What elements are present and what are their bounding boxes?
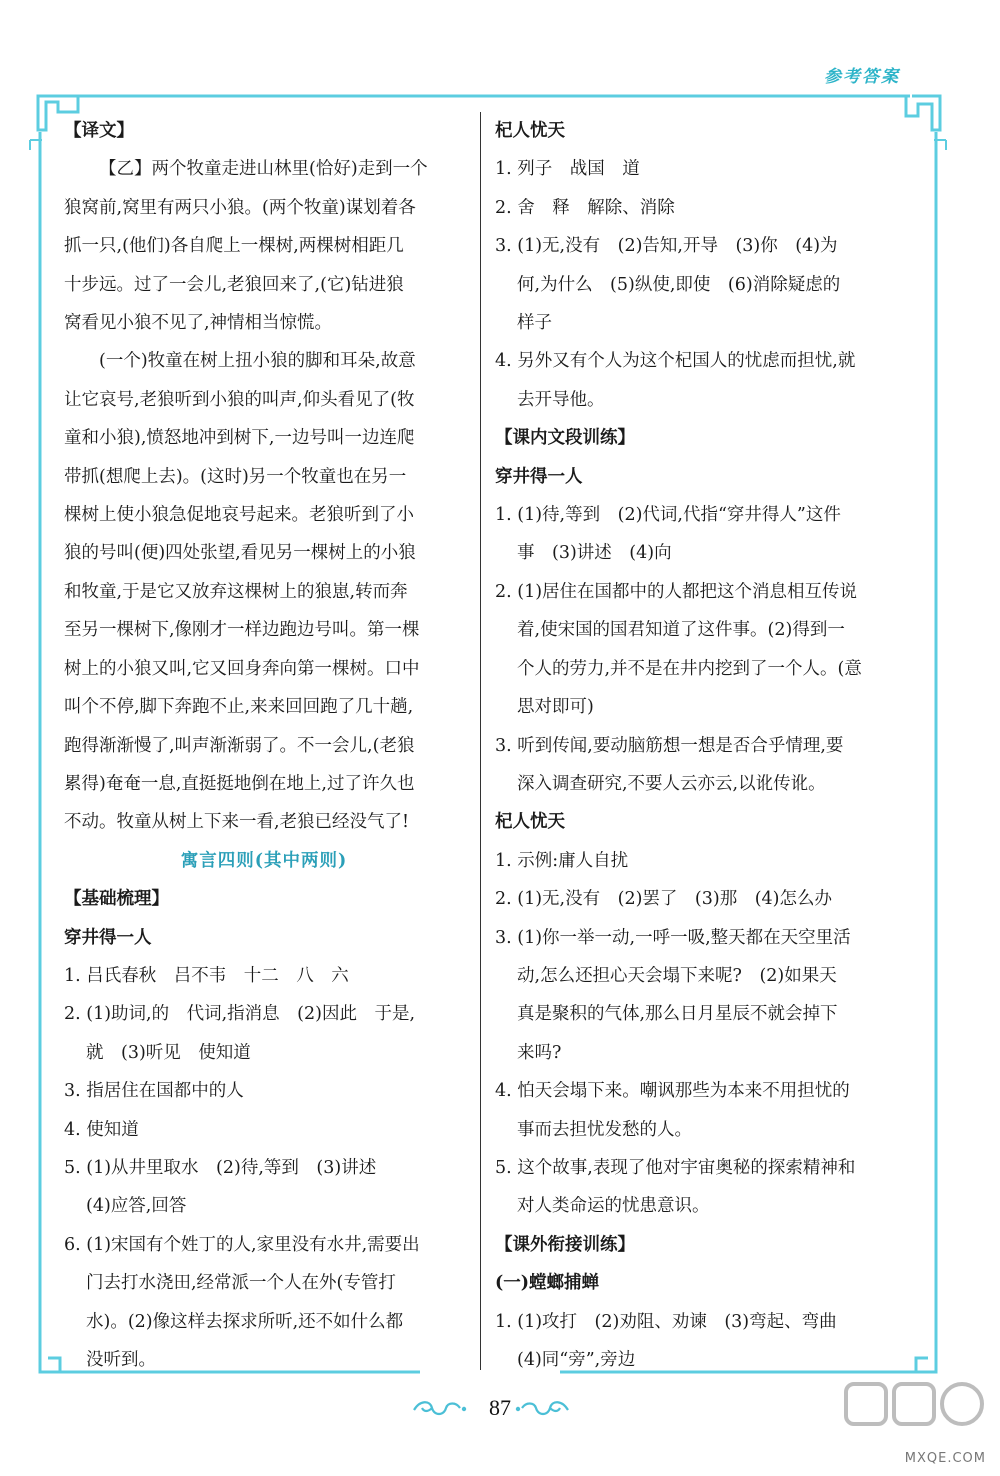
right-column-line: 杞人忧天 — [495, 812, 565, 833]
right-column-line: 4. 另外又有个人为这个杞国人的忧虑而担忧,就 — [495, 351, 856, 372]
left-column-line: 【乙】两个牧童走进山林里(恰好)走到一个 — [99, 159, 428, 180]
left-column-line: 3. 指居住在国都中的人 — [64, 1081, 244, 1102]
left-column-line: 童和小狼),愤怒地冲到树下,一边号叫一边连爬 — [64, 428, 415, 449]
left-column-line: 带抓(想爬上去)。(这时)另一个牧童也在另一 — [64, 466, 407, 487]
right-column-line: 杞人忧天 — [495, 121, 565, 141]
left-column-line: 门去打水浇田,经常派一个人在外(专管打 — [86, 1273, 396, 1294]
left-column-line: 十步远。过了一会儿,老狼回来了,(它)钻进狼 — [64, 274, 404, 295]
right-column-line: 1. (1)攻打 (2)劝阻、劝谏 (3)弯起、弯曲 — [495, 1311, 837, 1332]
left-column-line: 【基础梳理】 — [64, 889, 169, 910]
right-column-line: 2. (1)居住在国都中的人都把这个消息相互传说 — [495, 581, 858, 602]
right-column-line: 去开导他。 — [517, 389, 605, 410]
left-column-line: 累得)奄奄一息,直挺挺地倒在地上,过了许久也 — [64, 773, 415, 794]
right-column-line: 3. (1)你一举一动,一呼一吸,整天都在天空里活 — [495, 927, 851, 948]
right-column-line: 2. 舍 释 解除、消除 — [495, 197, 675, 218]
right-column-line: 5. 这个故事,表现了他对宇宙奥秘的探索精神和 — [495, 1157, 856, 1178]
footer-right-swirl-icon — [512, 1398, 572, 1420]
left-column-line: 【译文】 — [64, 121, 134, 141]
left-column-line: 不动。牧童从树上下来一看,老狼已经没气了! — [64, 812, 410, 833]
left-column-line: 跑得渐渐慢了,叫声渐渐弱了。不一会儿,(老狼 — [64, 735, 415, 756]
right-column-line: (一)螳螂捕蝉 — [495, 1273, 600, 1294]
right-column-line: 真是聚积的气体,那么日月星辰不就会掉下 — [517, 1004, 838, 1025]
right-column-line: 事而去担忧发愁的人。 — [517, 1119, 692, 1140]
left-column-line: 水)。(2)像这样去探求所听,还不如什么都 — [86, 1311, 404, 1332]
right-column-line: 来吗? — [517, 1042, 562, 1063]
left-column-line: 让它哀号,老狼听到小狼的叫声,仰头看见了(牧 — [64, 389, 415, 410]
right-column-line: 何,为什么 (5)纵使,即使 (6)消除疑虑的 — [517, 274, 841, 295]
right-column-line: 动,怎么还担心天会塌下来呢? (2)如果天 — [517, 965, 837, 986]
left-column-line: (一个)牧童在树上扭小狼的脚和耳朵,故意 — [99, 351, 416, 372]
left-column — [64, 112, 464, 1379]
left-column-line: 狼的号叫(便)四处张望,看见另一棵树上的小狼 — [64, 543, 416, 564]
right-column-line: 对人类命运的忧患意识。 — [517, 1196, 710, 1217]
right-column — [495, 112, 895, 1379]
right-column-line: 3. 听到传闻,要动脑筋想一想是否合乎情理,要 — [495, 735, 844, 756]
left-column-line: 5. (1)从井里取水 (2)待,等到 (3)讲述 — [64, 1157, 377, 1178]
watermark-url: MXQE.COM — [904, 1451, 986, 1466]
left-column-line: 1. 吕氏春秋 吕不韦 十二 八 六 — [64, 965, 349, 986]
left-column-line: 没听到。 — [86, 1350, 156, 1370]
right-column-line: (4)同“旁”,旁边 — [517, 1350, 636, 1370]
left-column-line: 窝看见小狼不见了,神情相当惊慌。 — [64, 313, 333, 334]
right-column-line: 1. 示例:庸人自扰 — [495, 850, 629, 871]
right-column-line: 事 (3)讲述 (4)向 — [517, 543, 672, 564]
left-column-line: 叫个不停,脚下奔跑不止,来来回回跑了几十趟, — [64, 697, 414, 718]
right-column-line: 4. 怕天会塌下来。嘲讽那些为本来不用担忧的 — [495, 1081, 850, 1102]
left-column-line: 棵树上使小狼急促地哀号起来。老狼听到了小 — [64, 505, 414, 526]
column-divider — [480, 112, 481, 1370]
right-column-line: 2. (1)无,没有 (2)罢了 (3)那 (4)怎么办 — [495, 889, 832, 910]
left-column-line: 4. 使知道 — [64, 1119, 139, 1140]
left-column-line: 2. (1)助词,的 代词,指消息 (2)因此 于是, — [64, 1004, 416, 1025]
right-column-line: 【课外衔接训练】 — [495, 1234, 635, 1255]
left-column-line: 和牧童,于是它又放弃这棵树上的狼崽,转而奔 — [64, 581, 408, 602]
left-column-line: 树上的小狼又叫,它又回身奔向第一棵树。口中 — [64, 658, 420, 679]
left-column-line: 至另一棵树下,像刚才一样边跑边号叫。第一棵 — [64, 620, 420, 641]
left-column-line: 寓言四则(其中两则) — [180, 850, 348, 871]
left-column-line: 狼窝前,窝里有两只小狼。(两个牧童)谋划着各 — [64, 197, 416, 218]
right-column-line: 个人的劳力,并不是在井内挖到了一个人。(意 — [517, 658, 862, 679]
right-column-line: 着,使宋国的国君知道了这件事。(2)得到一 — [517, 620, 845, 641]
page-number: 87 — [489, 1395, 511, 1420]
right-column-line: 3. (1)无,没有 (2)告知,开导 (3)你 (4)为 — [495, 236, 838, 257]
right-column-line: 穿井得一人 — [495, 466, 583, 487]
left-column-line: (4)应答,回答 — [86, 1196, 187, 1217]
left-column-line: 穿井得一人 — [64, 927, 152, 948]
right-column-line: 思对即可) — [517, 697, 594, 718]
left-column-line: 抓一只,(他们)各自爬上一棵树,两棵树相距几 — [64, 236, 404, 257]
right-column-line: 1. 列子 战国 道 — [495, 159, 640, 180]
left-column-line: 就 (3)听见 使知道 — [86, 1042, 251, 1063]
right-column-line: 深入调查研究,不要人云亦云,以讹传讹。 — [517, 773, 826, 794]
right-column-line: 【课内文段训练】 — [495, 428, 635, 449]
right-column-line: 1. (1)待,等到 (2)代词,代指“穿井得人”这件 — [495, 505, 841, 526]
right-column-line: 样子 — [517, 313, 552, 334]
left-column-line: 6. (1)宋国有个姓丁的人,家里没有水井,需要出 — [64, 1234, 420, 1255]
header-answer-label: 参考答案 — [824, 67, 900, 87]
